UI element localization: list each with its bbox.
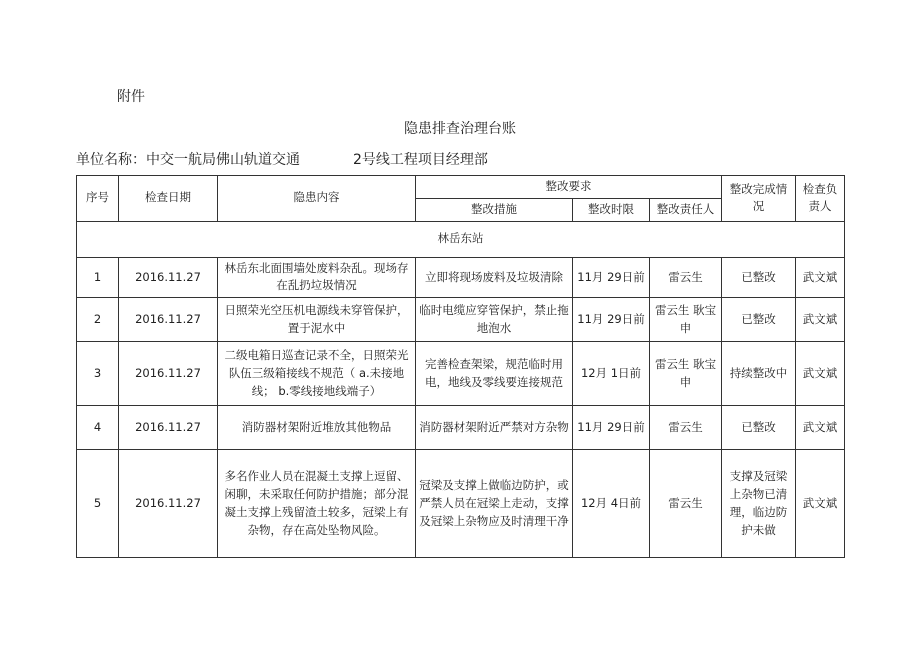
- col-header-hazard: 隐患内容: [218, 176, 416, 222]
- row-measures: 完善检查架梁，规范临时用电，地线及零线要连接规范: [416, 342, 573, 406]
- row-deadline: 11月 29日前: [573, 298, 650, 342]
- row-hazard: 日照荣光空压机电源线未穿管保护，置于泥水中: [218, 298, 416, 342]
- col-header-deadline: 整改时限: [573, 198, 650, 221]
- row-responsible: 雷云生: [650, 257, 722, 298]
- col-header-no: 序号: [77, 176, 119, 222]
- col-header-responsible: 整改责任人: [650, 198, 722, 221]
- row-completion: 支撑及冠梁上杂物已清理，临边防护未做: [722, 450, 796, 558]
- row-responsible: 雷云生: [650, 406, 722, 450]
- row-deadline: 11月 29日前: [573, 406, 650, 450]
- row-completion: 已整改: [722, 298, 796, 342]
- row-no: 3: [77, 342, 119, 406]
- table-row: [77, 342, 845, 406]
- row-measures: 消防器材架附近严禁对方杂物: [416, 406, 573, 450]
- col-header-checker: 检查负责人: [796, 176, 845, 222]
- col-header-measures: 整改措施: [416, 198, 573, 221]
- page-title: 隐患排查治理台账: [404, 121, 516, 137]
- row-checker: 武文斌: [796, 342, 845, 406]
- section-row: 林岳东站: [77, 221, 845, 257]
- table-row: [77, 257, 845, 298]
- table-row: [77, 450, 845, 558]
- row-date: 2016.11.27: [119, 406, 218, 450]
- row-completion: 已整改: [722, 406, 796, 450]
- row-hazard: 林岳东北面围墙处废料杂乱。现场存在乱扔垃圾情况: [218, 257, 416, 298]
- col-header-completion: 整改完成情况: [722, 176, 796, 222]
- row-deadline: 12月 4日前: [573, 450, 650, 558]
- table-row: [77, 298, 845, 342]
- row-measures: 立即将现场废料及垃圾清除: [416, 257, 573, 298]
- row-responsible: 雷云生 耿宝申: [650, 298, 722, 342]
- row-date: 2016.11.27: [119, 298, 218, 342]
- project-name: 2号线工程项目经理部: [353, 152, 488, 168]
- row-completion: 持续整改中: [722, 342, 796, 406]
- unit-name: 单位名称：中交一航局佛山轨道交通: [76, 152, 300, 168]
- row-responsible: 雷云生 耿宝申: [650, 342, 722, 406]
- row-measures: 冠梁及支撑上做临边防护，或严禁人员在冠梁上走动，支撑及冠梁上杂物应及时清理干净: [416, 450, 573, 558]
- row-hazard: 消防器材架附近堆放其他物品: [218, 406, 416, 450]
- row-checker: 武文斌: [796, 257, 845, 298]
- row-no: 1: [77, 257, 119, 298]
- row-checker: 武文斌: [796, 450, 845, 558]
- row-responsible: 雷云生: [650, 450, 722, 558]
- row-completion: 已整改: [722, 257, 796, 298]
- row-deadline: 11月 29日前: [573, 257, 650, 298]
- table-row: [77, 406, 845, 450]
- row-no: 5: [77, 450, 119, 558]
- row-measures: 临时电缆应穿管保护，禁止拖地泡水: [416, 298, 573, 342]
- row-hazard: 二级电箱日巡查记录不全，日照荣光队伍三级箱接线不规范（ a.未接地线； b.零线接地线端子）: [218, 342, 416, 406]
- row-no: 2: [77, 298, 119, 342]
- hazard-ledger-table: [76, 175, 845, 558]
- row-date: 2016.11.27: [119, 342, 218, 406]
- row-checker: 武文斌: [796, 298, 845, 342]
- attachment-label: 附件: [117, 89, 145, 105]
- row-date: 2016.11.27: [119, 257, 218, 298]
- row-checker: 武文斌: [796, 406, 845, 450]
- col-header-date: 检查日期: [119, 176, 218, 222]
- row-hazard: 多名作业人员在混凝土支撑上逗留、闲聊，未采取任何防护措施；部分混凝土支撑上残留渣土较多，冠梁上有杂物，存在高处坠物风险。: [218, 450, 416, 558]
- row-deadline: 12月 1日前: [573, 342, 650, 406]
- col-header-requirements: 整改要求: [416, 176, 722, 199]
- row-no: 4: [77, 406, 119, 450]
- row-date: 2016.11.27: [119, 450, 218, 558]
